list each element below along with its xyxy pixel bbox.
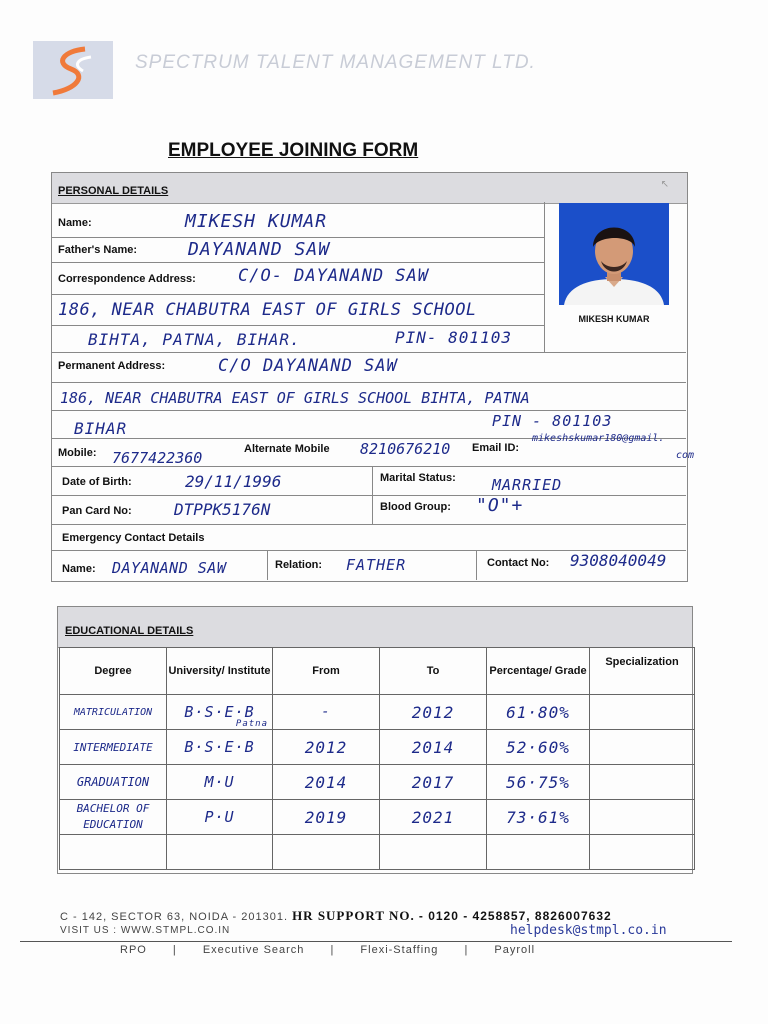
- to-cell[interactable]: [380, 835, 487, 870]
- service-payroll: Payroll: [494, 944, 536, 956]
- from-cell[interactable]: 2012: [273, 730, 380, 765]
- services-list: [120, 944, 593, 956]
- degree-cell[interactable]: MATRICULATION: [60, 695, 167, 730]
- degree-cell[interactable]: [60, 835, 167, 870]
- education-header-row: [60, 648, 695, 695]
- col-header-university: University/ Institute: [167, 648, 273, 695]
- col-header-from: From: [273, 648, 380, 695]
- service-rpo: RPO: [120, 944, 147, 956]
- col-header-degree: Degree: [60, 648, 167, 695]
- correspondence-address-line2[interactable]: 186, NEAR CHABUTRA EAST OF GIRLS SCHOOL: [58, 300, 477, 320]
- percentage-cell[interactable]: 73·61%: [487, 800, 590, 835]
- specialization-cell[interactable]: [590, 800, 695, 835]
- col-header-to: To: [380, 648, 487, 695]
- education-section-title: EDUCATIONAL DETAILS: [65, 625, 194, 637]
- permanent-address-line1[interactable]: C/O DAYANAND SAW: [218, 356, 398, 376]
- percentage-cell[interactable]: 52·60%: [487, 730, 590, 765]
- email-label: Email ID:: [472, 442, 520, 454]
- permanent-address-line3[interactable]: BIHAR: [74, 419, 128, 438]
- pan-card-label: Pan Card No:: [62, 505, 132, 517]
- father-name-value[interactable]: DAYANAND SAW: [188, 239, 331, 260]
- form-title: EMPLOYEE JOINING FORM: [168, 140, 419, 161]
- hr-support-numbers: - 0120 - 4258857, 8826007632: [418, 909, 612, 923]
- university-cell[interactable]: [167, 835, 273, 870]
- pan-card-value[interactable]: DTPPK5176N: [174, 500, 271, 519]
- name-value[interactable]: MIKESH KUMAR: [185, 211, 328, 232]
- table-row: [60, 835, 695, 870]
- relation-value[interactable]: FATHER: [346, 556, 407, 574]
- service-separator: |: [172, 944, 177, 956]
- marital-status-label: Marital Status:: [380, 472, 456, 484]
- company-logo: [33, 41, 113, 99]
- percentage-cell[interactable]: [487, 835, 590, 870]
- university-cell[interactable]: P·U: [167, 800, 273, 835]
- contact-number-label: Contact No:: [487, 557, 550, 569]
- university-cell[interactable]: B·S·E·B: [167, 730, 273, 765]
- degree-cell[interactable]: GRADUATION: [60, 765, 167, 800]
- from-cell[interactable]: 2014: [273, 765, 380, 800]
- from-cell[interactable]: -: [273, 695, 380, 730]
- degree-cell[interactable]: INTERMEDIATE: [60, 730, 167, 765]
- education-section-header: [58, 607, 692, 648]
- blood-group-value[interactable]: "O"+: [476, 495, 524, 516]
- personal-section-header: [52, 173, 687, 204]
- specialization-cell[interactable]: [590, 765, 695, 800]
- to-cell[interactable]: 2017: [380, 765, 487, 800]
- correspondence-address-label: Correspondence Address:: [58, 273, 196, 285]
- footer-website[interactable]: VISIT US : WWW.STMPL.CO.IN: [60, 925, 231, 936]
- service-executive-search: Executive Search: [202, 944, 305, 956]
- permanent-pin[interactable]: PIN - 801103: [492, 412, 613, 430]
- emergency-name-label: Name:: [62, 563, 96, 575]
- company-name: SPECTRUM TALENT MANAGEMENT LTD.: [135, 52, 536, 73]
- table-row: [60, 800, 695, 835]
- university-cell[interactable]: M·U: [167, 765, 273, 800]
- specialization-cell[interactable]: [590, 695, 695, 730]
- correspondence-address-line3[interactable]: BIHTA, PATNA, BIHAR.: [88, 330, 301, 349]
- footer-contact-line: [60, 908, 612, 924]
- email-value-line2[interactable]: com: [676, 450, 695, 461]
- to-cell[interactable]: 2021: [380, 800, 487, 835]
- university-text: B·S·E·B: [184, 703, 255, 721]
- percentage-cell[interactable]: 56·75%: [487, 765, 590, 800]
- employee-photo: [559, 203, 669, 305]
- from-cell[interactable]: 2019: [273, 800, 380, 835]
- service-separator: |: [330, 944, 335, 956]
- father-name-label: Father's Name:: [58, 244, 138, 256]
- name-label: Name:: [58, 217, 92, 229]
- mobile-value[interactable]: 7677422360: [112, 449, 203, 467]
- specialization-cell[interactable]: [590, 730, 695, 765]
- permanent-address-label: Permanent Address:: [58, 360, 166, 372]
- hr-support-label: HR SUPPORT NO.: [292, 908, 415, 923]
- university-cell[interactable]: [167, 695, 273, 730]
- service-flexi-staffing: Flexi-Staffing: [360, 944, 439, 956]
- to-cell[interactable]: 2012: [380, 695, 487, 730]
- col-header-specialization: Specialization: [590, 648, 695, 695]
- university-note: Patna: [235, 719, 268, 729]
- correspondence-pin[interactable]: PIN- 801103: [395, 328, 512, 347]
- mobile-label: Mobile:: [58, 447, 97, 459]
- col-header-percentage: Percentage/ Grade: [487, 648, 590, 695]
- emergency-name-value[interactable]: DAYANAND SAW: [112, 559, 227, 577]
- table-row: [60, 730, 695, 765]
- from-cell[interactable]: [273, 835, 380, 870]
- to-cell[interactable]: 2014: [380, 730, 487, 765]
- degree-line1: BACHELOR OF: [76, 802, 150, 815]
- education-table: [59, 647, 695, 870]
- degree-line2: EDUCATION: [83, 818, 143, 831]
- service-separator: |: [464, 944, 469, 956]
- dob-value[interactable]: 29/11/1996: [185, 472, 282, 491]
- specialization-cell[interactable]: [590, 835, 695, 870]
- alternate-mobile-value[interactable]: 8210676210: [360, 440, 451, 458]
- emergency-contact-title: Emergency Contact Details: [62, 532, 205, 544]
- photo-caption: MIKESH KUMAR: [578, 314, 650, 324]
- degree-cell[interactable]: [60, 800, 167, 835]
- alternate-mobile-label: Alternate Mobile: [244, 443, 330, 455]
- personal-section-title: PERSONAL DETAILS: [58, 185, 169, 197]
- table-row: [60, 695, 695, 730]
- contact-number-value[interactable]: 9308040049: [570, 551, 667, 570]
- correspondence-address-line1[interactable]: C/O- DAYANAND SAW: [238, 266, 429, 286]
- cursor-mark: ↖: [660, 179, 669, 190]
- dob-label: Date of Birth:: [62, 476, 132, 488]
- percentage-cell[interactable]: 61·80%: [487, 695, 590, 730]
- permanent-address-line2[interactable]: 186, NEAR CHABUTRA EAST OF GIRLS SCHOOL BIHTA, PATNA: [60, 389, 530, 407]
- email-value-line1[interactable]: mikeshskumar180@gmail.: [532, 433, 665, 444]
- helpdesk-email[interactable]: helpdesk@stmpl.co.in: [510, 923, 667, 938]
- table-row: [60, 765, 695, 800]
- relation-label: Relation:: [275, 559, 323, 571]
- blood-group-label: Blood Group:: [380, 501, 451, 513]
- footer-address: C - 142, SECTOR 63, NOIDA - 201301.: [60, 911, 288, 923]
- marital-status-value[interactable]: MARRIED: [492, 476, 563, 494]
